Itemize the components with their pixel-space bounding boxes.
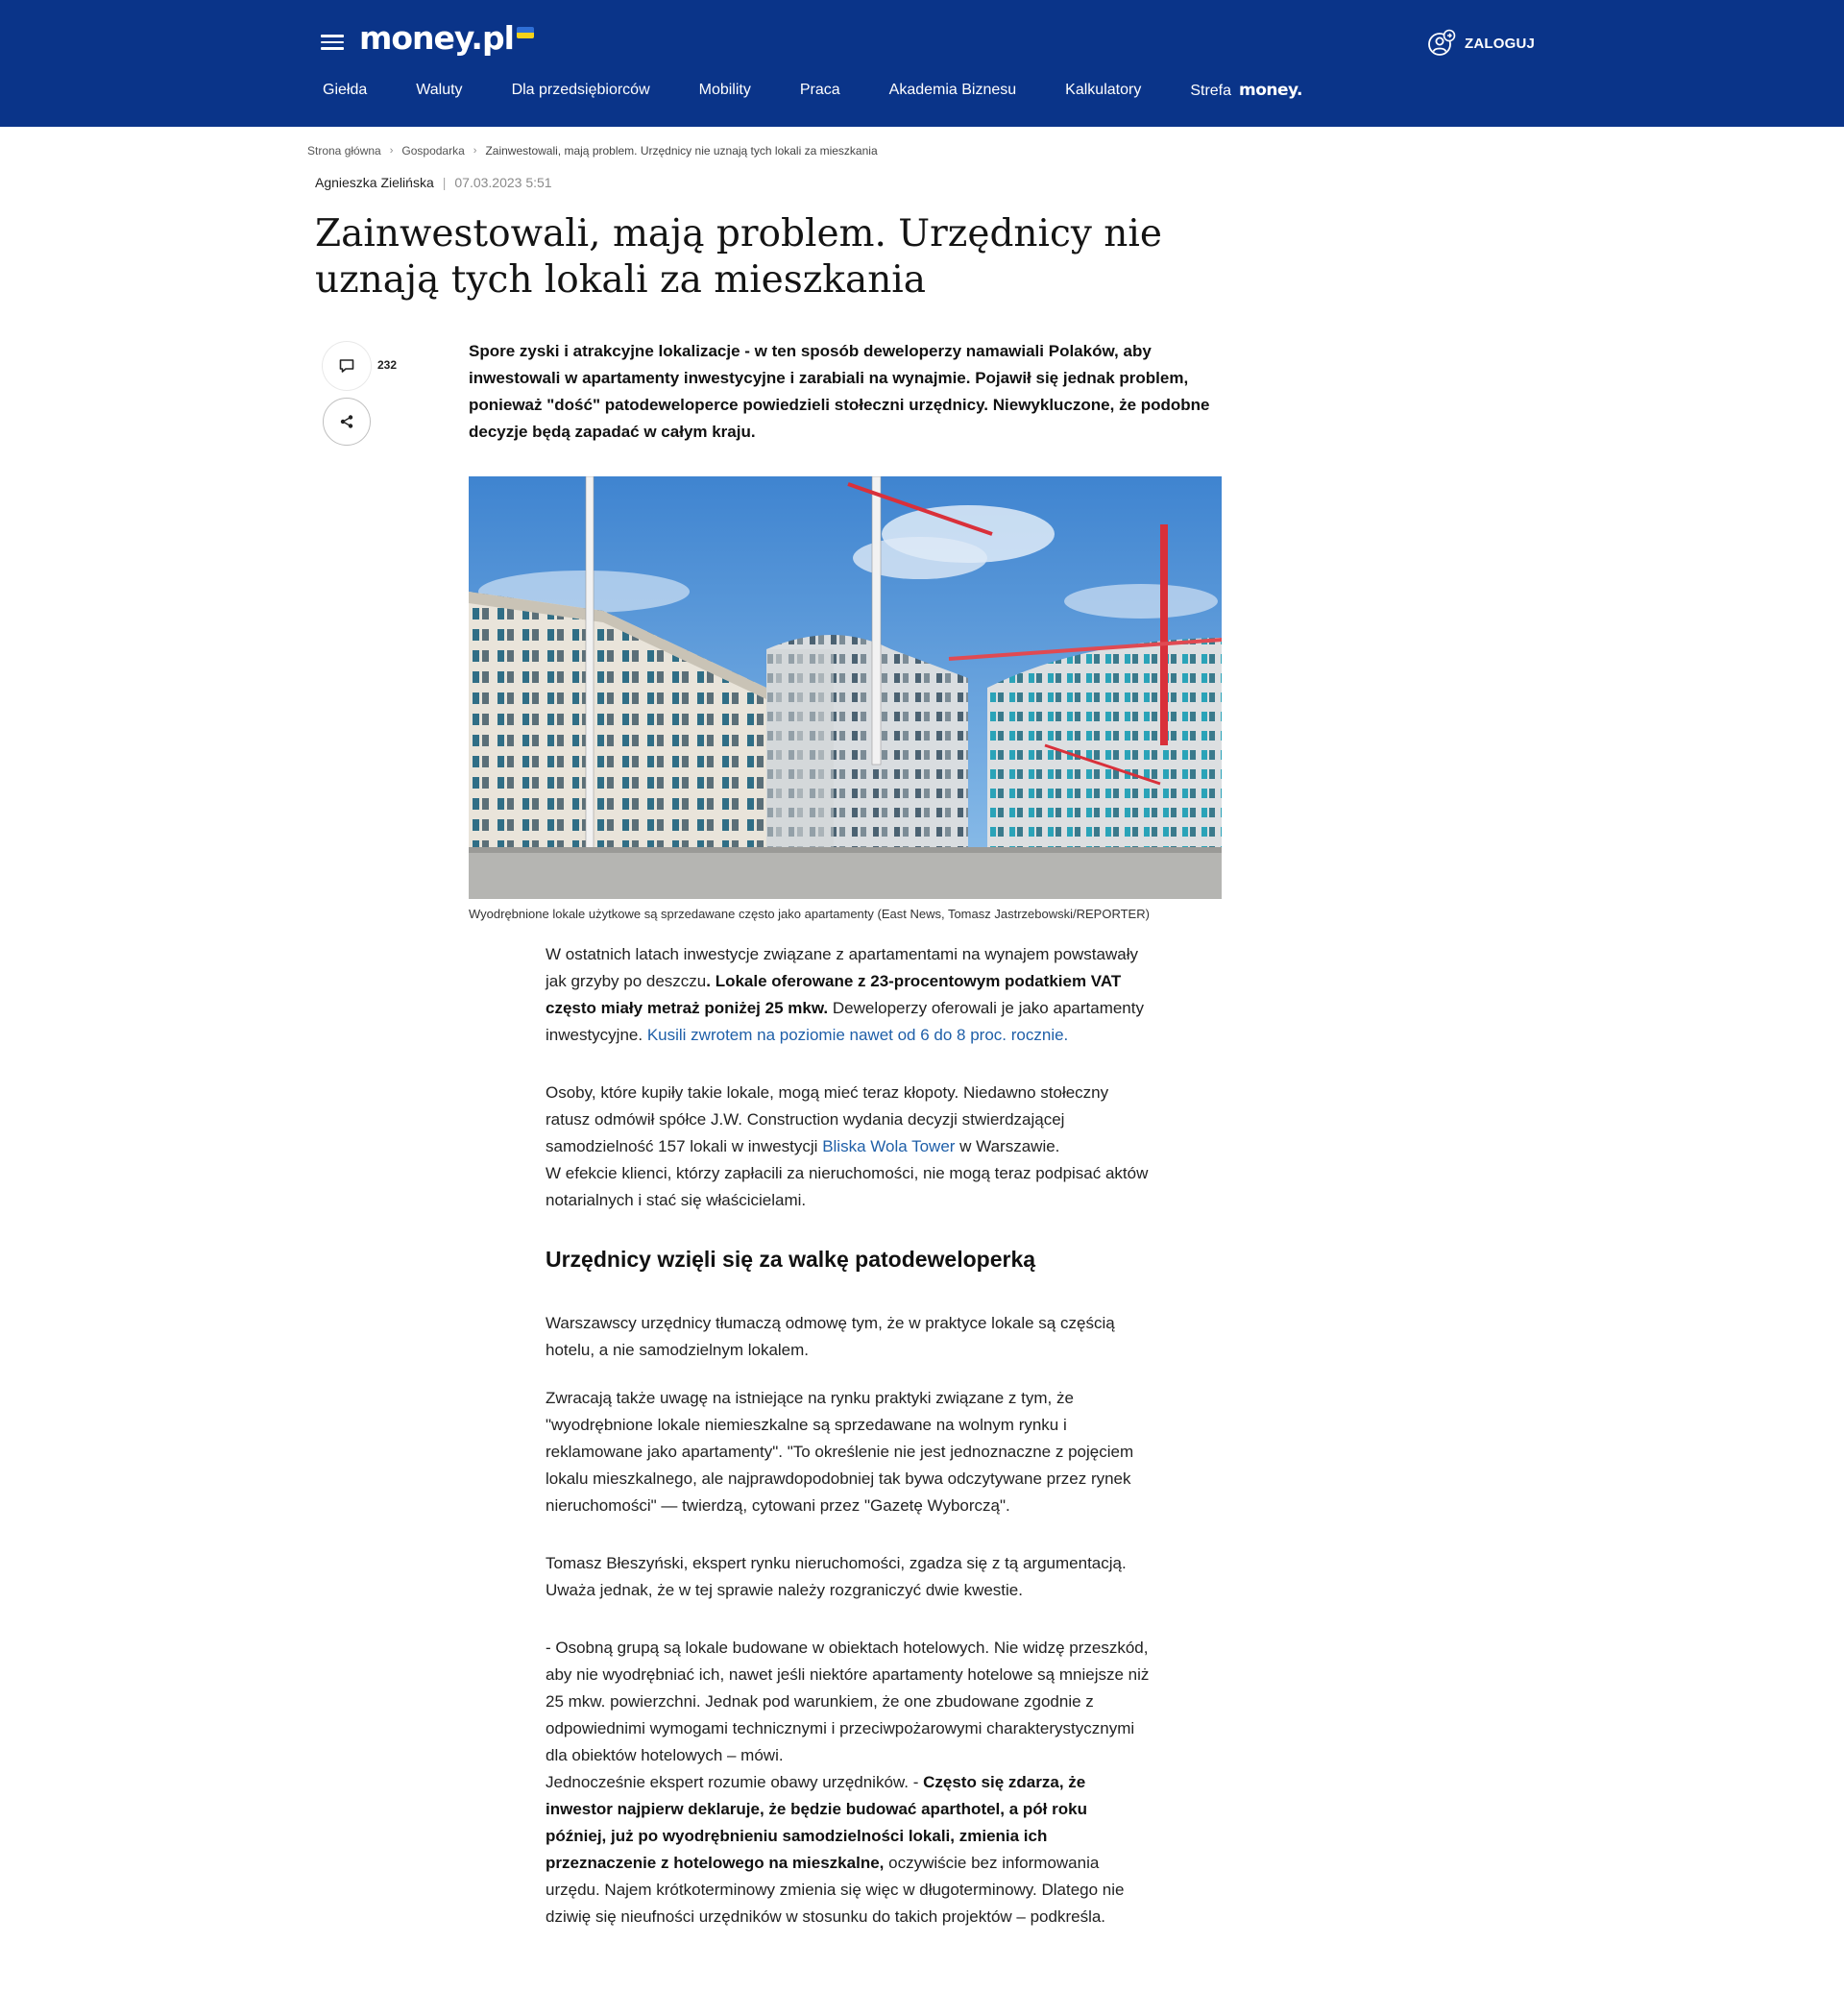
logo-text: money.pl [359, 19, 514, 57]
link-bliska-wola-tower[interactable]: Bliska Wola Tower [822, 1137, 956, 1155]
paragraph [546, 1080, 1151, 1214]
breadcrumb-section[interactable]: Gospodarka [401, 144, 465, 158]
comment-icon [338, 357, 355, 375]
meta-divider: | [442, 175, 447, 190]
article-photo[interactable] [469, 476, 1222, 899]
nav-strefa-money[interactable] [1190, 81, 1302, 100]
link-returns[interactable]: Kusili zwrotem na poziomie nawet od 6 do 8 proc. rocznie. [646, 1026, 1069, 1044]
bold-text: Często się zdarza, że inwestor najpierw deklaruje, że będzie budować aparthotel, a pół roku później, już po wyodrębnieniu samodzielności lokali, zmienia ich przeznaczenie z hotelowego na mieszkalne, [546, 1773, 1087, 1872]
nav-strefa-brand: money. [1239, 81, 1303, 100]
share-icon [339, 414, 354, 429]
photo-caption: Wyodrębnione lokale użytkowe są sprzedawane często jako apartamenty (East News, Tomasz Jastrzebowski/REPORTER) [469, 907, 1150, 921]
nav-dla-przedsiebiorcow[interactable]: Dla przedsiębiorców [511, 82, 650, 98]
paragraph [546, 941, 1151, 1049]
chevron-right-icon: › [389, 145, 394, 157]
login-label: ZALOGUJ [1465, 35, 1536, 52]
nav-waluty[interactable]: Waluty [416, 82, 463, 98]
nav-akademia-biznesu[interactable]: Akademia Biznesu [888, 82, 1017, 98]
nav-kalkulatory[interactable]: Kalkulatory [1065, 82, 1142, 98]
paragraph: Tomasz Błeszyński, ekspert rynku nieruchomości, zgadza się z tą argumentacją. Uważa jednak, że w tej sprawie należy rozgraniczyć dwie kwestie. [546, 1554, 1127, 1599]
paragraph [546, 1769, 1151, 1931]
breadcrumb-current: Zainwestowali, mają problem. Urzędnicy nie uznają tych lokali za mieszkania [485, 144, 878, 158]
nav-strefa-label: Strefa [1190, 83, 1232, 99]
nav-mobility[interactable]: Mobility [698, 82, 751, 98]
text-span: W ostatnich latach inwestycje związane z apartamentami na wynajem powstawały jak grzyby po deszczu [546, 945, 1138, 990]
main-nav [323, 81, 1302, 100]
article-date: 07.03.2023 5:51 [454, 175, 552, 190]
text-span: W efekcie klienci, którzy zapłacili za nieruchomości, nie mogą teraz podpisać aktów notarialnych i stać się właścicielami. [546, 1164, 1149, 1209]
text-span: w Warszawie. [955, 1137, 1060, 1155]
breadcrumb [307, 144, 878, 158]
login-button[interactable] [1427, 29, 1535, 58]
comments-count: 232 [377, 358, 398, 372]
site-logo[interactable] [359, 19, 534, 57]
text-span: oczywiście bez informowania urzędu. Najem krótkoterminowy zmienia się więc w długoterminowy. Dlatego nie dziwię się nieufności urzędników w stosunku do takich projektów – podkreśla. [546, 1854, 1125, 1926]
text-span: Osoby, które kupiły takie lokale, mogą mieć teraz kłopoty. Niedawno stołeczny ratusz odmówił spółce J.W. Construction wydania decyzji stwierdzającej samodzielność 157 lokali w inwestycji [546, 1083, 1109, 1155]
share-button[interactable] [323, 398, 371, 446]
comments-button[interactable] [323, 342, 371, 390]
bold-text: . Lokale oferowane z 23-procentowym podatkiem VAT często miały metraż poniżej 25 mkw. [546, 972, 1122, 1017]
article-meta [315, 175, 552, 190]
section-heading: Urzędnicy wzięli się za walkę patodeweloperką [546, 1247, 1036, 1272]
article-title: Zainwestowali, mają problem. Urzędnicy nie uznają tych lokali za mieszkania [315, 212, 1162, 302]
site-header [0, 0, 1844, 127]
paragraph: Zwracają także uwagę na istniejące na rynku praktyki związane z tym, że "wyodrębnione lokale niemieszkalne są sprzedawane na wolnym rynku i reklamowane jako apartamenty". "To określenie nie jest jednoznaczne z pojęciem lokalu mieszkalnego, ale najprawdopodobniej tak bywa odczytywane przez rynek nieruchomości" — twierdzą, cytowani przez "Gazetę Wyborczą". [546, 1389, 1134, 1515]
text-span: Deweloperzy oferowali je jako apartamenty inwestycyjne. [546, 999, 1144, 1044]
article-author[interactable]: Agnieszka Zielińska [315, 175, 434, 190]
text-span: Jednocześnie ekspert rozumie obawy urzędników. - [546, 1773, 924, 1791]
article-lead: Spore zyski i atrakcyjne lokalizacje - w ten sposób deweloperzy namawiali Polaków, aby inwestowali w apartamenty inwestycyjne i zarabiali na wynajmie. Pojawił się jednak problem, ponieważ "dość" patodeweloperce powiedzieli stołeczni urzędnicy. Niewykluczone, że podobne decyzje będą zapadać w całym kraju. [469, 342, 1210, 441]
chevron-right-icon: › [473, 145, 477, 157]
paragraph: Warszawscy urzędnicy tłumaczą odmowę tym, że w praktyce lokale są częścią hotelu, a nie samodzielnym lokalem. [546, 1314, 1115, 1359]
breadcrumb-home[interactable]: Strona główna [307, 144, 381, 158]
nav-gielda[interactable]: Giełda [323, 82, 368, 98]
construction-site-image [469, 476, 1222, 899]
paragraph: - Osobną grupą są lokale budowane w obiektach hotelowych. Nie widzę przeszkód, aby nie wyodrębniać ich, nawet jeśli niektóre apartamenty hotelowe są mniejsze niż 25 mkw. powierzchni. Jednak pod warunkiem, że one zbudowane zgodnie z odpowiednimi wymogami technicznymi i przeciwpożarowymi charakterystycznymi dla obiektów hotelowych – mówi. [546, 1639, 1150, 1764]
article-body [546, 941, 1151, 1961]
menu-icon[interactable] [321, 31, 348, 52]
user-login-icon [1427, 29, 1456, 58]
ukraine-flag-icon [517, 27, 534, 38]
nav-praca[interactable]: Praca [799, 82, 840, 98]
